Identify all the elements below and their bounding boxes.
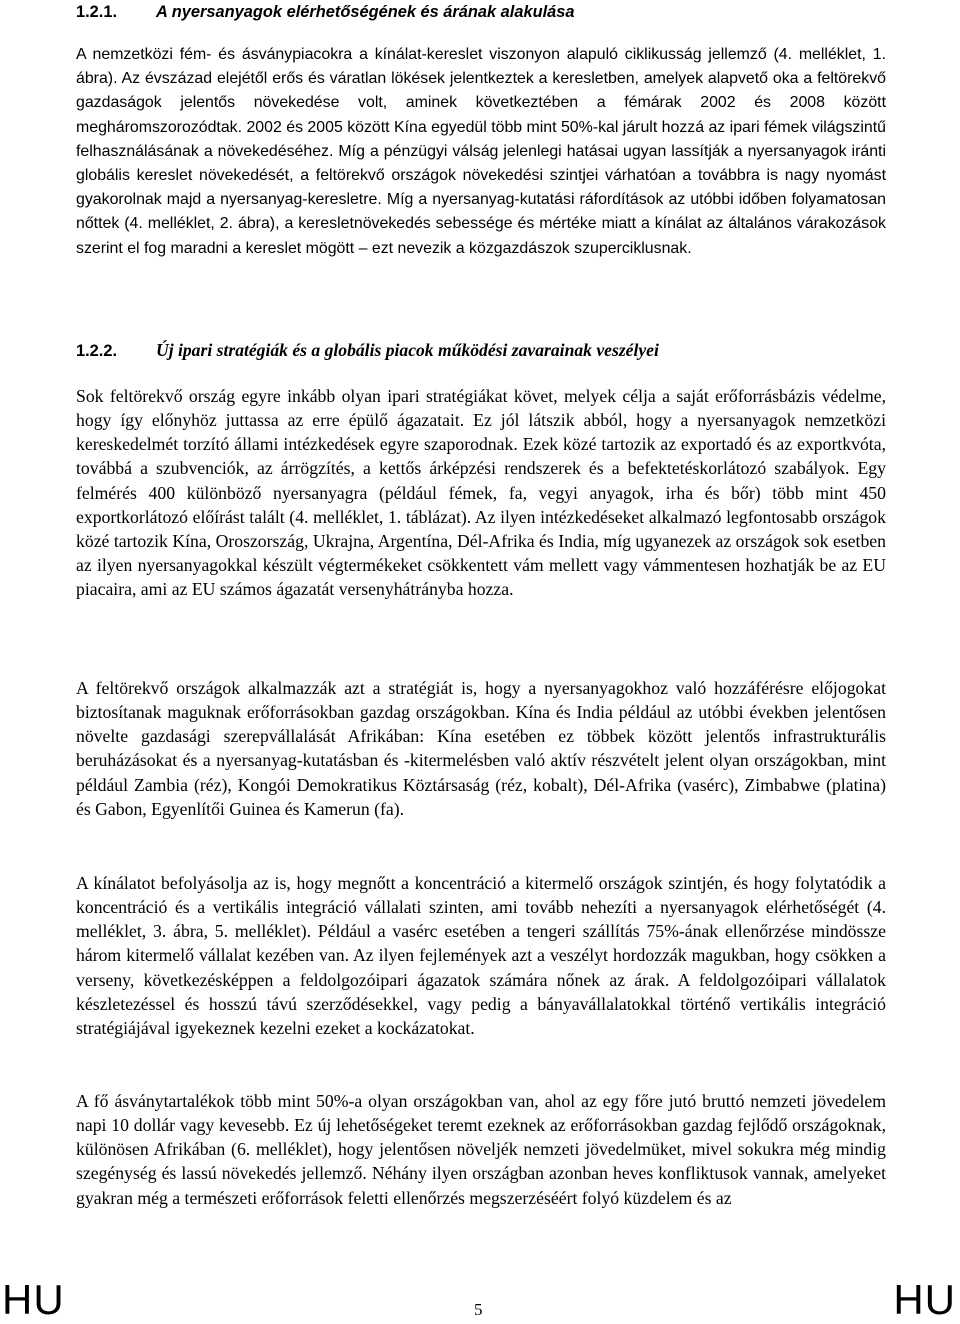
section-heading-1-2-1	[76, 0, 575, 24]
section-number: 1.2.1.	[76, 3, 118, 21]
paragraph-supercycle: A nemzetközi fém- és ásványpiacokra a kínálat-kereslet viszonyon alapuló ciklikusság jellemző (4. melléklet, 1. ábra). Az évszázad elejétől erős és váratlan lökések jelentkeztek a keresletben, amelyek alapvető oka a feltörekvő gazdaságok jelentős növekedése volt, aminek következtében a fémárak 2002 és 2008 között megháromszorozódtak. 2002 és 2005 között Kína egyedül több mint 50%-kal járult hozzá az ipari fémek világszintű felhasználásának a növekedéséhez. Míg a pénzügyi válság jelenlegi hatásai ugyan lassítják a nyersanyagok iránti globális kereslet növekedését, a feltörekvő országok növekedési szintjei várhatóan a továbbra is nagy nyomást gyakorolnak majd a nyersanyag-keresletre. Míg a nyersanyag-kutatási ráfordítások az utóbbi időben folyamatosan nőttek (4. melléklet, 2. ábra), a keresletnövekedés sebessége és mértéke miatt a kínálat az általános várakozások szerint el fog maradni a kereslet mögött – ezt nevezik a közgazdászok szuperciklusnak.	[76, 46, 886, 257]
paragraph-supply-concentration: A kínálatot befolyásolja az is, hogy megnőtt a koncentráció a kitermelő országok szintjén, és hogy folytatódik a koncentráció és a vertikális integráció vállalati szinten, ami tovább nehezíti a nyersanyagok elérhetőségét (4. melléklet, 3. ábra, 5. melléklet). Például a vasérc esetében a tengeri szállítás 75%-ának ellenőrzése mindössze három kitermelő vállalat kezében van. Az ilyen fejlemények azt a veszélyt hordozzák magukban, hogy csökken a verseny, következésképpen a feldolgozóipari ágazatok számára nőnek az árak. A feldolgozóipari vállalatok készletezéssel és hosszú távú szerződésekkel, vagy pedig a bányavállalatokkal történő vertikális integráció stratégiájával igyekeznek kezelni ezeket a kockázatokat.	[76, 873, 886, 1038]
footer-language-code-right: HU	[893, 1276, 956, 1323]
paragraph-mineral-reserves: A fő ásványtartalékok több mint 50%-a olyan országokban van, ahol az egy főre jutó bruttó nemzeti jövedelem napi 10 dollár vagy kevesebb. Ez új lehetőségeket teremt ezeknek az erőforrásokban gazdag fejlődő országoknak, különösen Afrikában (6. melléklet), hogy jelentősen növeljék nemzeti jövedelmüket, mivel sokukra még mindig szegénység és lassú növekedés jellemző. Néhány ilyen országban azonban heves konfliktusok vannak, amelyeket gyakran még a természeti erőforrások feletti ellenőrzés megszerzéséért folyó küzdelem és az	[76, 1091, 886, 1208]
footer-language-code-left: HU	[2, 1276, 65, 1323]
section-title: Új ipari stratégiák és a globális piacok működési zavarainak veszélyei	[156, 340, 659, 360]
section-number: 1.2.2.	[76, 342, 118, 360]
section-heading-1-2-2	[76, 338, 659, 363]
page-number: 5	[474, 1300, 483, 1319]
paragraph-export-restrictions: Sok feltörekvő ország egyre inkább olyan ipari stratégiákat követ, melyek célja a saját erőforrásbázis védelme, hogy így előnyhöz juttassa az erre épülő ágazatait. Ez jól látszik abból, hogy a nyersanyagok nemzetközi kereskedelmét torzító állami intézkedések egyre szaporodnak. Ezek közé tartozik az exportadó és az exportkvóta, továbbá a szubvenciók, az árrögzítés, a kettős árképzési rendszerek és a befektetéskorlátozó szabályok. Egy felmérés 400 különböző nyersanyagra (például fémek, fa, vegyi anyagok, irha és bőr) több mint 450 exportkorlátozó előírást talált (4. melléklet, 1. táblázat). Az ilyen intézkedéseket alkalmazó legfontosabb országok közé tartozik Kína, Oroszország, Ukrajna, Argentína, Dél-Afrika és India, míg ugyanezek az országok sok esetben az ilyen nyersanyagokkal készült végtermékeket csökkentett vám mellett vagy vámmentesen hozhatják be az EU piacaira, ami az EU számos ágazatát versenyhátrányba hozza.	[76, 386, 886, 600]
section-title: A nyersanyagok elérhetőségének és árának alakulása	[156, 3, 575, 21]
paragraph-resource-access: A feltörekvő országok alkalmazzák azt a stratégiát is, hogy a nyersanyagokhoz való hozzáférésre előjogokat biztosítanak maguknak erőforrásokban gazdag országokban. Kína és India például az utóbbi években jelentősen növelte gazdasági szerepvállalását Afrikában: Kína esetében ez többek között jelentős infrastrukturális beruházásokat és a nyersanyag-kutatásban és -kitermelésben való aktív részvételt jelent olyan országokban, mint például Zambia (réz), Kongói Demokratikus Köztársaság (réz, kobalt), Dél-Afrika (vasérc), Zimbabwe (platina) és Gabon, Egyenlítői Guinea és Kamerun (fa).	[76, 678, 886, 819]
